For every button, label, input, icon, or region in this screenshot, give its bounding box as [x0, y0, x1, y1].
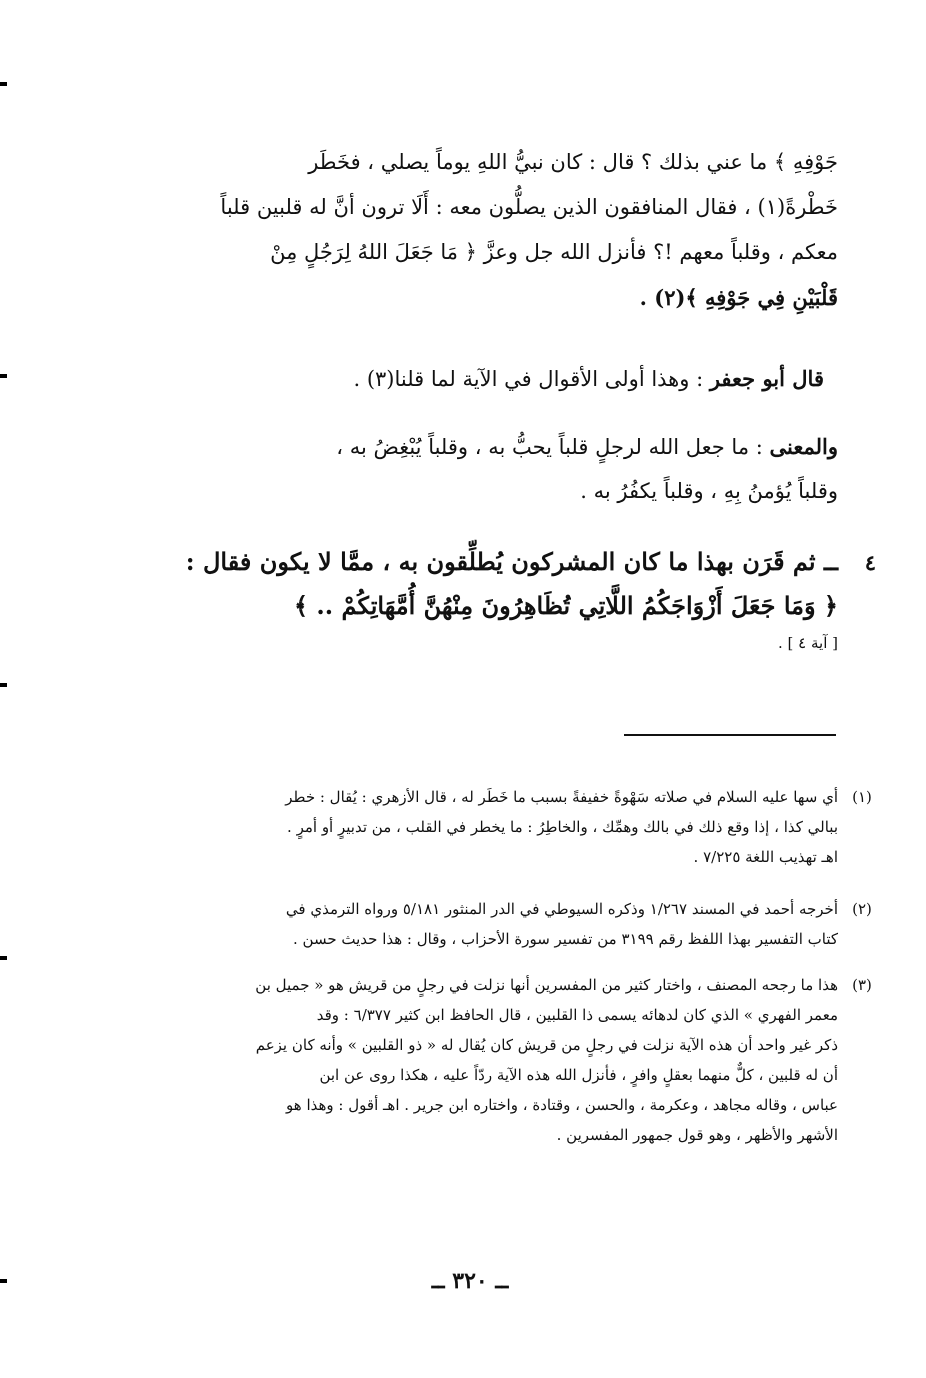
text-line: وقلباً يُؤمنُ بِهِ ، وقلباً يكفُرُ به .	[580, 479, 838, 503]
verse-reference: [ آية ٤ ] .	[778, 634, 838, 652]
scan-edge-mark	[0, 956, 7, 960]
footnote-line: هذا ما رجحه المصنف ، واختار كثير من المفسرين أنها نزلت في رجلٍ من قريش هو « جميل بن	[255, 976, 838, 994]
scan-edge-mark	[0, 374, 7, 378]
text-line	[78, 424, 838, 469]
footnote-1	[112, 782, 872, 872]
footnote-number: (٢)	[852, 900, 872, 918]
footnote-separator	[624, 734, 836, 736]
statement-text: : وهذا أولى الأقوال في الآية لما قلنا(٣) .	[353, 367, 710, 391]
scan-edge-mark	[0, 683, 7, 687]
text-line	[78, 356, 838, 401]
footnote-line: أي سها عليه السلام في صلاته سَهْوةً خفيفةً بسبب ما خَطَر له ، قال الأزهري : يُقال : خطر	[285, 788, 838, 806]
footnote-3	[112, 970, 872, 1150]
footnote-2	[112, 894, 872, 954]
footnote-line: الأشهر والأظهر ، وهو قول جمهور المفسرين .	[556, 1126, 838, 1144]
item-heading: ــ ثم قَرَن بهذا ما كان المشركون يُطلِّقون به ، ممَّا لا يكون فقال :	[185, 547, 838, 576]
text-line b: معكم ، وقلباً معهم !؟ فأنزل الله جل وعزَّ ﴿ مَا جَعَلَ اللهُ لِرَجُلٍ مِنْ	[270, 240, 838, 264]
footnote-number: (٣)	[852, 976, 872, 994]
scan-edge-mark	[0, 82, 7, 86]
footnote-line: معمر الفهري » الذي كان لدهائه يسمى ذا القلبين ، قال الحافظ ابن كثير ٦/٣٧٧ : وقد	[316, 1006, 838, 1024]
footnote-line: عباس ، وقاله مجاهد ، وعكرمة ، والحسن ، وقتادة ، واختاره ابن جرير . اهـ أقول : وهذا هو	[286, 1096, 838, 1114]
page-number: ــ ٣٢٠ ــ	[431, 1268, 509, 1294]
item-number: ٤	[864, 550, 876, 575]
text-line: خَطْرةً(١) ، فقال المنافقون الذين يصلُّون معه : أَلَا ترون أنَّ له قلبين قلباً	[220, 195, 838, 219]
footnote-line: أن له قلبين ، كلٌّ منهما بعقلٍ وافرٍ ، فأنزل الله هذه الآية ردّاً عليه ، هكذا روى عن ابن	[319, 1066, 838, 1084]
footnote-line: ذكر غير واحد أن هذه الآية نزلت في رجلٍ من قريش كان يُقال له « ذو القلبين » وأنه كان يزعم	[255, 1036, 838, 1054]
footnote-line: كتاب التفسير بهذا اللفظ رقم ٣١٩٩ من تفسير سورة الأحزاب ، وقال : هذا حديث حسن .	[293, 930, 838, 948]
footnote-line: أخرجه أحمد في المسند ١/٢٦٧ وذكره السيوطي في الدر المنثور ٥/١٨١ ورواه الترمذي في	[285, 900, 838, 918]
paragraph-hadith	[78, 140, 838, 320]
paragraph-abu-jafar	[78, 356, 838, 401]
scan-edge-mark	[0, 1279, 7, 1283]
item-4	[78, 540, 876, 658]
footnote-number: (١)	[852, 788, 872, 806]
footnote-line: ببالي كذا ، إذا وقع ذلك في بالك وهمِّك ، والخاطِرُ : ما يخطر في القلب ، من تدبيرٍ أو أمرٍ .	[287, 818, 838, 836]
paragraph-meaning	[78, 424, 838, 514]
text-line: جَوْفِهِ ﴾ ما عني بذلك ؟ قال : كان نبيُّ اللهِ يوماً يصلي ، فخَطَر	[308, 150, 838, 174]
text-line: قَلْبَيْنِ فِي جَوْفِهِ ﴾(٢) .	[639, 285, 838, 310]
definition-text: : ما جعل الله لرجلٍ قلباً يحبُّ به ، وقلباً يُبْغِضُ به ،	[336, 435, 770, 459]
speaker-name: قال أبو جعفر	[709, 366, 824, 391]
term-label: والمعنى	[769, 434, 838, 459]
quran-verse: ﴿ وَمَا جَعَلَ أَزْوَاجَكُمُ اللَّاتِي تُظَاهِرُونَ مِنْهُنَّ أُمَّهَاتِكُمْ .. ﴾	[294, 591, 838, 620]
footnote-line: اهـ تهذيب اللغة ٧/٢٢٥ .	[693, 848, 838, 866]
